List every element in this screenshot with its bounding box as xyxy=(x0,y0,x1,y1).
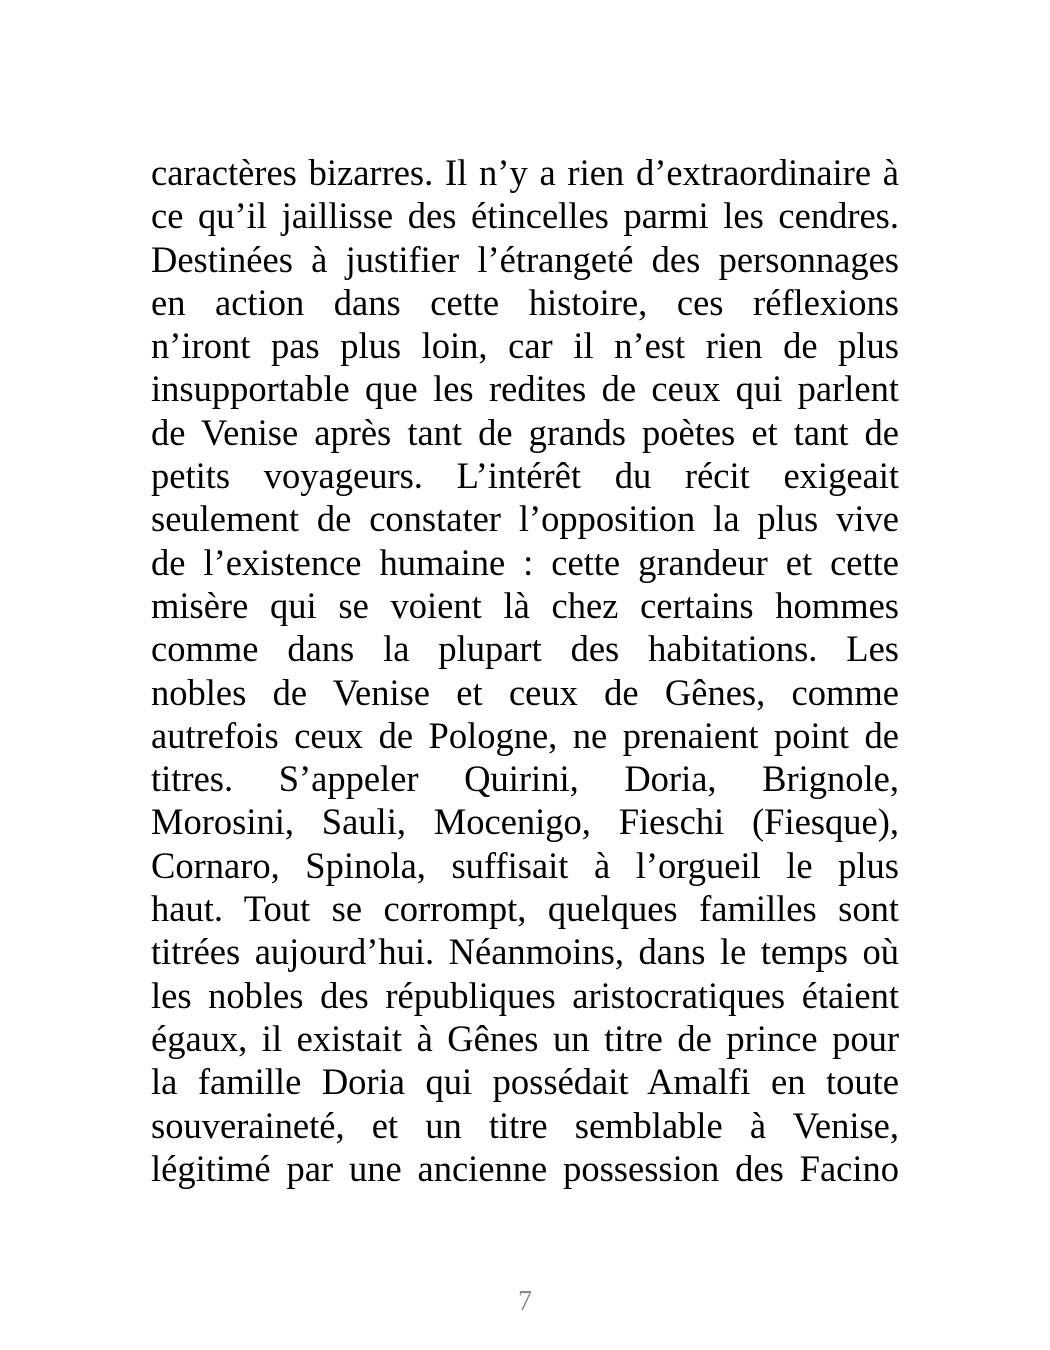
text-line: Morosini, Sauli, Mocenigo, Fieschi (Fiesque), xyxy=(151,801,899,843)
text-line: légitimé par une ancienne possession des Facino xyxy=(151,1147,899,1189)
text-line: ce qu’il jaillisse des étincelles parmi les cendres. xyxy=(151,195,899,237)
text-line: n’iront pas plus loin, car il n’est rien de plus xyxy=(151,325,899,367)
text-line: Cornaro, Spinola, suffisait à l’orgueil le plus xyxy=(151,844,899,886)
text-line: Destinées à justifier l’étrangeté des personnages xyxy=(151,238,899,280)
text-line: haut. Tout se corrompt, quelques familles sont xyxy=(151,888,899,930)
text-line: comme dans la plupart des habitations. Les xyxy=(151,628,899,670)
text-line: de Venise après tant de grands poètes et tant de xyxy=(151,411,899,453)
text-line: titres. S’appeler Quirini, Doria, Brignole, xyxy=(151,758,899,800)
text-line: caractères bizarres. Il n’y a rien d’extraordinaire à xyxy=(151,152,899,193)
text-line: de l’existence humaine : cette grandeur et cette xyxy=(151,541,899,583)
text-line: misère qui se voient là chez certains hommes xyxy=(151,584,899,626)
body-paragraph xyxy=(151,151,899,1190)
text-line: insupportable que les redites de ceux qui parlent xyxy=(151,368,899,410)
text-line: petits voyageurs. L’intérêt du récit exigeait xyxy=(151,455,899,497)
text-line: les nobles des républiques aristocratiques étaient xyxy=(151,974,899,1016)
text-line: la famille Doria qui possédait Amalfi en toute xyxy=(151,1061,899,1103)
text-line: nobles de Venise et ceux de Gênes, comme xyxy=(151,671,899,713)
text-line: égaux, il existait à Gênes un titre de prince pour xyxy=(151,1017,899,1059)
page-number: 7 xyxy=(518,1286,532,1317)
text-line: titrées aujourd’hui. Néanmoins, dans le temps où xyxy=(151,931,899,973)
text-line: autrefois ceux de Pologne, ne prenaient point de xyxy=(151,714,899,756)
text-line: souveraineté, et un titre semblable à Venise, xyxy=(151,1104,899,1146)
text-line: seulement de constater l’opposition la plus vive xyxy=(151,498,899,540)
text-line: en action dans cette histoire, ces réflexions xyxy=(151,281,899,323)
